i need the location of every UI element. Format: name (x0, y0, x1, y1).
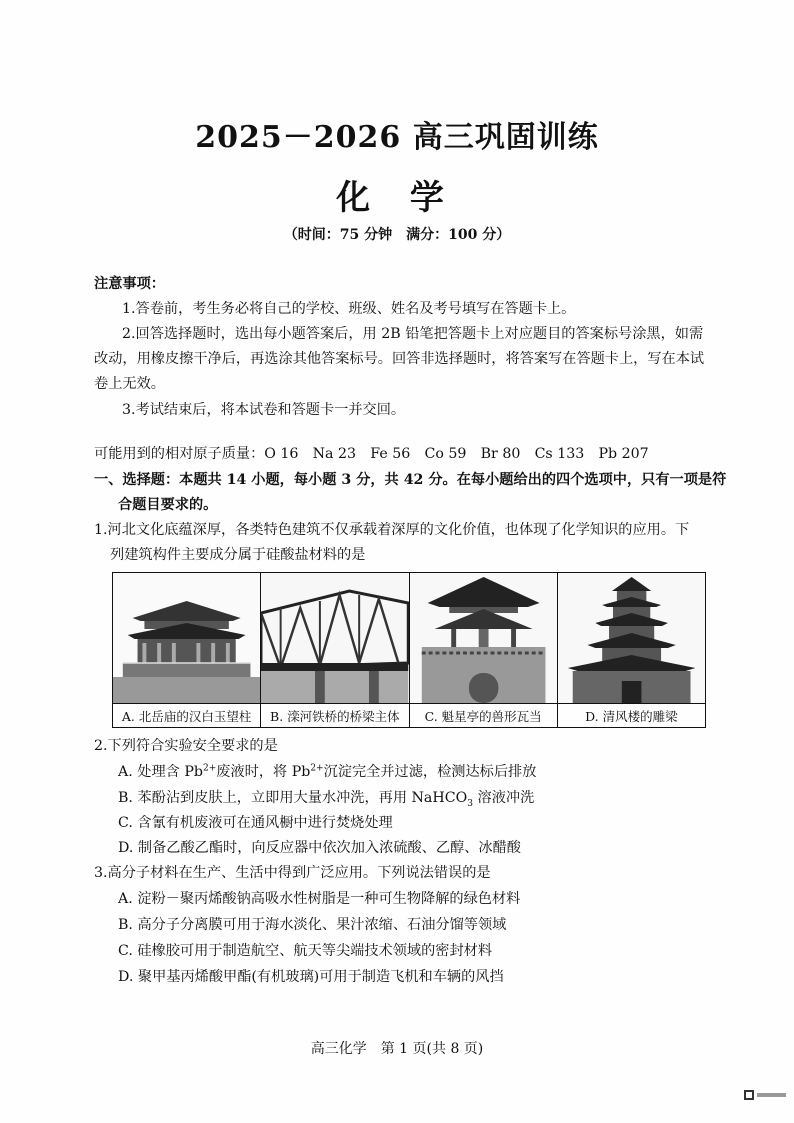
building-figure-table (112, 572, 706, 728)
subject-title: 化 学 (336, 178, 458, 218)
question-1-stem-cont: 列建筑构件主要成分属于硅酸盐材料的是 (110, 547, 366, 563)
question-2-option-d: D. 制备乙酸乙酯时，向反应器中依次加入浓硫酸、乙醇、冰醋酸 (118, 840, 521, 856)
notes-item-1: 1.答卷前，考生务必将自己的学校、班级、姓名及考号填写在答题卡上。 (122, 301, 576, 317)
section-1-heading: 一、选择题：本题共 14 小题，每小题 3 分，共 42 分。在每小题给出的四个选项中，只有一项是符 (94, 472, 727, 488)
exam-title: 2025－2026 高三巩固训练 (195, 120, 599, 155)
notes-item-2-line-1: 2.回答选择题时，选出每小题答案后，用 2B 铅笔把答题卡上对应题目的答案标号涂黑，如需 (122, 326, 704, 342)
notes-item-2-line-2: 改动，用橡皮擦干净后，再选涂其他答案标号。回答非选择题时，将答案写在答题卡上，写在本试 (94, 351, 705, 367)
figure-cell-c (410, 573, 558, 727)
bridge-photo (261, 573, 408, 704)
section-1-heading-cont: 合题目要求的。 (118, 497, 218, 513)
watermark-logo (744, 1086, 788, 1098)
option-a-caption: A. 北岳庙的汉白玉望柱 (121, 708, 252, 724)
figure-cell-b (261, 573, 409, 727)
option-d-caption: D. 清风楼的雕梁 (585, 708, 678, 724)
atomic-masses: 可能用到的相对原子质量：O 16 Na 23 Fe 56 Co 59 Br 80 Cs 133 Pb 207 (94, 446, 649, 462)
option-c-caption: C. 魁星亭的兽形瓦当 (424, 708, 542, 724)
notes-item-3: 3.考试结束后，将本试卷和答题卡一并交回。 (122, 402, 406, 418)
question-2-option-c: C. 含氰有机废液可在通风橱中进行焚烧处理 (118, 815, 393, 831)
question-2-option-a (118, 764, 536, 781)
notes-item-2-line-3: 卷上无效。 (94, 376, 165, 392)
question-3-option-d: D. 聚甲基丙烯酸甲酯(有机玻璃)可用于制造飞机和车辆的风挡 (118, 969, 504, 985)
tower-photo (558, 573, 705, 704)
notes-heading: 注意事项： (94, 276, 165, 292)
figure-cell-a (113, 573, 261, 727)
option-b-caption: B. 滦河铁桥的桥梁主体 (270, 708, 400, 724)
page-footer: 高三化学 第 1 页(共 8 页) (310, 1041, 484, 1057)
q2-a-sup-2: 2+ (310, 763, 324, 774)
pavilion-photo (410, 573, 557, 704)
question-3-option-c: C. 硅橡胶可用于制造航空、航天等尖端技术领域的密封材料 (118, 943, 493, 959)
q2-a-part-2: 废液时，将 Pb (216, 764, 311, 780)
q2-b-sub: 3 (467, 798, 473, 809)
question-3-option-b: B. 高分子分离膜可用于海水淡化、果汁浓缩、石油分馏等领域 (118, 917, 507, 933)
temple-photo (113, 573, 260, 704)
q2-a-part-1: A. 处理含 Pb (118, 764, 203, 780)
question-2-option-b (118, 790, 534, 807)
question-2-stem: 2.下列符合实验安全要求的是 (94, 738, 278, 754)
q2-b-part-1: B. 苯酚沾到皮肤上，立即用大量水冲洗，再用 NaHCO (118, 790, 468, 806)
question-3-stem: 3.高分子材料在生产、生活中得到广泛应用。下列说法错误的是 (94, 865, 491, 881)
time-info: （时间：75 分钟 满分：100 分） (283, 227, 511, 243)
q2-b-part-2: 溶液冲洗 (473, 790, 535, 806)
figure-cell-d (558, 573, 705, 727)
question-3-option-a: A. 淀粉－聚丙烯酸钠高吸水性树脂是一种可生物降解的绿色材料 (118, 891, 521, 907)
q2-a-part-3: 沉淀完全并过滤，检测达标后排放 (323, 764, 537, 780)
question-1-stem: 1.河北文化底蕴深厚，各类特色建筑不仅承载着深厚的文化价值，也体现了化学知识的应用。下 (94, 522, 690, 538)
q2-a-sup-1: 2+ (202, 763, 217, 774)
